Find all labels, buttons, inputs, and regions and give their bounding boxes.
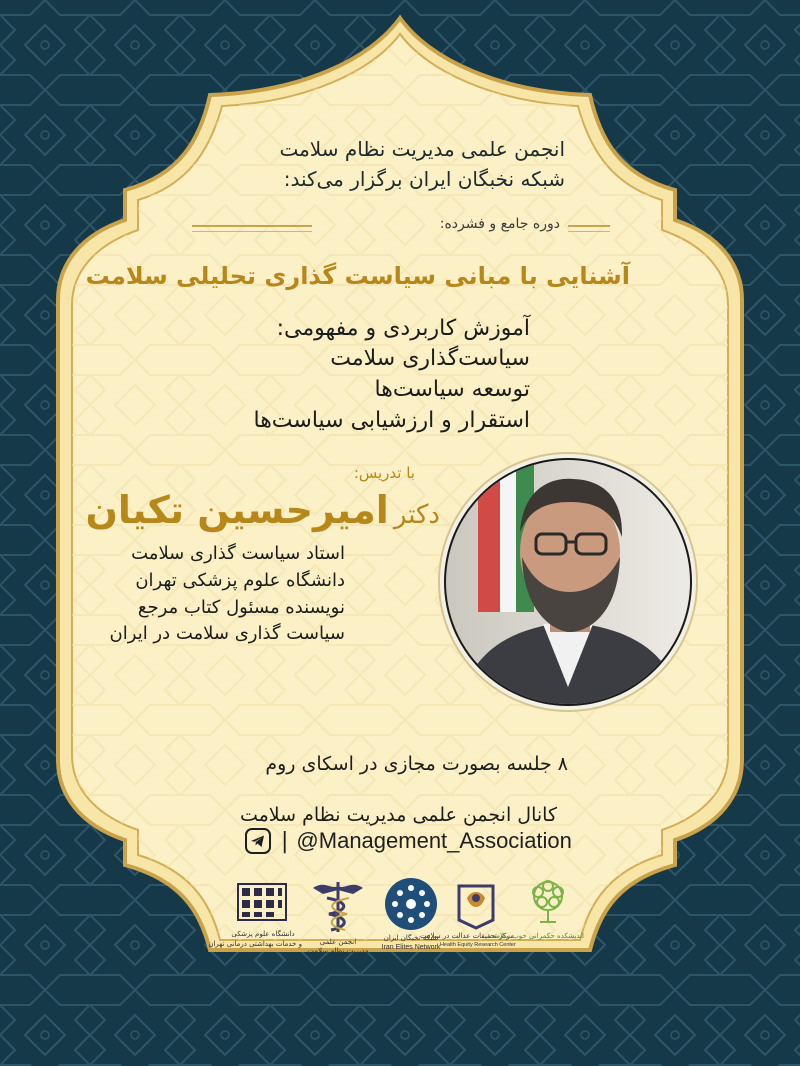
tehran-university-caption-2: و خدمات بهداشتی درمانی تهران (208, 940, 302, 948)
iran-elites-network-logo (383, 876, 439, 932)
gold-rule-left-thin (192, 231, 312, 232)
nishapur-caption: اندیشکده حکمرانی خوب سلامت (489, 932, 584, 940)
elites-network-caption-en: Iran Elites Network (381, 944, 441, 951)
instructor-photo (438, 452, 698, 712)
course-type-label: دوره جامع و فشرده: (439, 216, 560, 232)
sessions-info: ۸ جلسه بصورت مجازی در اسکای روم (265, 753, 568, 775)
topic-item: سیاست‌گذاری سلامت (330, 346, 530, 371)
health-management-association-logo (303, 876, 373, 938)
instructor-credential: استاد سیاست گذاری سلامت (131, 543, 345, 564)
instructor-credential: دانشگاه علوم پزشکی تهران (135, 570, 345, 591)
instructor-credential: سیاست گذاری سلامت در ایران (109, 623, 345, 644)
tehran-university-logo (232, 880, 292, 928)
instructor-credential: نویسنده مسئول کتاب مرجع (137, 597, 345, 618)
gold-rule-right-thin (568, 231, 610, 232)
topic-item: استقرار و ارزشیابی سیاست‌ها (253, 408, 530, 433)
tehran-university-caption-1: دانشگاه علوم پزشکی (231, 930, 295, 938)
association-caption-2: مدیریت نظام سلامت (307, 947, 369, 955)
association-caption-1: انجمن علمی (319, 938, 357, 946)
course-title: آشنایی با مبانی سیاست گذاری تحلیلی سلامت (85, 262, 630, 290)
gold-rule-right (568, 225, 610, 227)
organizer-line-2: شبکه نخبگان ایران برگزار می‌کند: (283, 167, 565, 191)
elites-network-caption-fa: شبکه نخبگان ایران (383, 934, 439, 942)
handle-separator: | (281, 828, 289, 854)
topics-heading: آموزش کاربردی و مفهومی: (276, 316, 530, 341)
instructor-name (85, 488, 440, 532)
equity-center-caption-fa: مرکز تحقیقات عدالت در سلامت (419, 932, 514, 940)
channel-handle-link[interactable]: @Management_Association (296, 828, 572, 853)
channel-label: کانال انجمن علمی مدیریت نظام سلامت (239, 804, 557, 826)
channel-handle-row[interactable] (245, 826, 572, 856)
topic-item: توسعه سیاست‌ها (374, 377, 530, 402)
instructor-title-prefix: دکتر (393, 500, 440, 530)
with-teacher-label: با تدریس: (353, 464, 415, 482)
gold-rule-left (192, 225, 312, 227)
instructor-fullname: امیرحسین تکیان (85, 488, 389, 532)
equity-center-caption-en: Health Equity Research Center (440, 942, 516, 948)
organizer-line-1: انجمن علمی مدیریت نظام سلامت (279, 137, 565, 161)
telegram-icon[interactable] (245, 828, 271, 854)
nishapur-think-tank-logo (520, 878, 576, 928)
health-equity-center-logo (455, 880, 497, 930)
